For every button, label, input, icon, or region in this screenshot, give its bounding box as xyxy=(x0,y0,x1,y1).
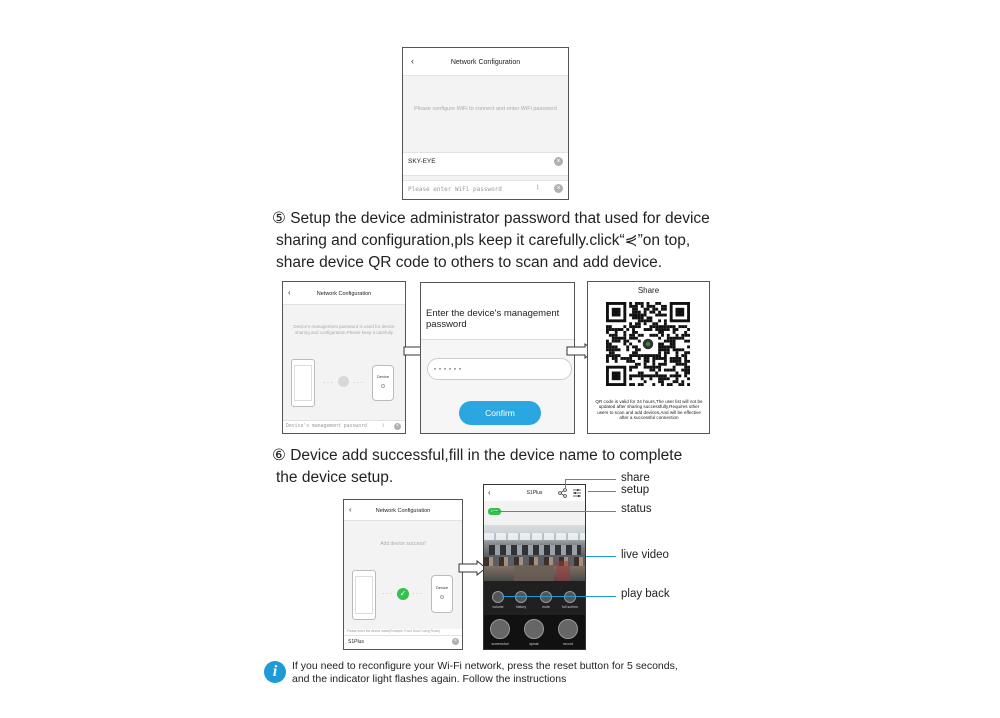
success-check-icon: ✓ xyxy=(397,588,409,600)
mute-icon[interactable] xyxy=(540,591,552,603)
footer-line2: and the indicator light flashes again. Follow the instructions xyxy=(292,673,567,685)
show-password-icon[interactable]: ⌇ xyxy=(382,423,385,429)
instruction-text: Please configure WiFi to connect and enter WiFi password xyxy=(414,106,557,112)
qr-caption: QR code is valid for 24 hours,The user list will not be updated after sharing successfully,Requires other users to scan and add devices,And will be effective after a successful connection xyxy=(595,399,703,421)
step6-line1: ⑥ Device add successful,fill in the device name to complete xyxy=(272,447,683,464)
bottom-label: speak xyxy=(529,642,539,646)
device-illustration xyxy=(372,365,394,401)
show-password-icon[interactable]: ⌇ xyxy=(536,185,540,192)
step6-line2: the device setup. xyxy=(276,469,394,486)
callout-play-back: play back xyxy=(621,588,670,600)
live-video[interactable] xyxy=(484,525,585,581)
page-title: Network Configuration xyxy=(450,59,521,66)
enter-password-screen xyxy=(420,282,575,434)
device-name-hint: Please enter the device name(Example: Front Door/ Living Room) xyxy=(347,629,441,633)
info-icon: i xyxy=(264,661,286,683)
success-text: Add device success! xyxy=(380,541,426,547)
step5-line3: share device QR code to others to scan and add device. xyxy=(276,254,663,271)
enter-password-heading: Enter the device's management password xyxy=(426,308,560,330)
device-name-field[interactable]: S1Plus xyxy=(348,639,364,645)
confirm-button[interactable]: Confirm xyxy=(459,401,541,425)
control-label: full screen xyxy=(562,605,578,609)
qr-code xyxy=(606,302,690,386)
clear-name-icon[interactable]: × xyxy=(452,638,459,645)
step5-line1: ⑤ Setup the device administrator password that used for device xyxy=(272,210,710,227)
share-qr-screen xyxy=(587,281,710,434)
live-view-screen xyxy=(483,484,586,650)
ssid-value[interactable]: SKY-EYE xyxy=(408,158,436,165)
progress-dot xyxy=(338,376,349,387)
fullscreen-icon[interactable] xyxy=(564,591,576,603)
record-icon[interactable] xyxy=(558,619,578,639)
back-icon[interactable]: ‹ xyxy=(349,505,352,514)
control-label: history xyxy=(515,605,527,609)
settings-sliders-icon[interactable] xyxy=(572,488,582,498)
instruction-area xyxy=(403,76,568,196)
share-title: Share xyxy=(637,286,660,295)
callout-setup: setup xyxy=(621,484,650,496)
management-password-screen: ‹ Network Configuration Device's management password is used for device sharing and configuration,Please keep it carefully ··· ··· Device Device's management password ⌇ × xyxy=(282,281,406,434)
wifi-password-field[interactable]: Please enter WiFi password xyxy=(408,186,502,193)
screenshot-icon[interactable] xyxy=(490,619,510,639)
callout-share: share xyxy=(621,472,650,484)
speak-icon[interactable] xyxy=(524,619,544,639)
device-title: S1Plus xyxy=(526,490,543,496)
device-label: Device xyxy=(376,374,390,379)
clear-password-icon[interactable]: × xyxy=(554,184,563,193)
management-note: Device's management password is used for device sharing and configuration,Please keep it carefully xyxy=(293,324,395,335)
clear-password-icon[interactable]: × xyxy=(394,423,401,430)
callout-status: status xyxy=(621,503,652,515)
step5-line2: sharing and configuration,pls keep it carefully.click“⋞”on top, xyxy=(276,232,691,249)
bottom-label: screenshot xyxy=(491,642,509,646)
password-mask: ······ xyxy=(433,361,463,375)
footer-line1: If you need to reconfigure your Wi-Fi network, press the reset button for 5 seconds, xyxy=(292,660,678,672)
control-label: mute xyxy=(542,605,550,609)
clear-ssid-icon[interactable]: × xyxy=(554,157,563,166)
back-icon[interactable]: ‹ xyxy=(488,488,491,497)
phone-illustration xyxy=(291,359,315,407)
callout-live-video: live video xyxy=(621,549,669,561)
page-title: Network Configuration xyxy=(375,508,431,514)
management-password-field[interactable]: Device's management password xyxy=(286,424,367,429)
device-label: Device xyxy=(435,585,449,590)
history-icon[interactable] xyxy=(515,591,527,603)
device-illustration xyxy=(431,575,453,613)
control-label: volume xyxy=(492,605,504,609)
wifi-config-screen xyxy=(402,47,569,200)
volume-icon[interactable] xyxy=(492,591,504,603)
share-icon[interactable] xyxy=(558,488,567,498)
phone-illustration xyxy=(352,570,376,620)
back-icon[interactable]: ‹ xyxy=(288,288,291,297)
page-title: Network Configuration xyxy=(316,291,372,297)
bottom-label: record xyxy=(563,642,573,646)
back-icon[interactable]: ‹ xyxy=(411,56,414,66)
add-success-screen: ‹ Network Configuration Add device success! ··· ✓ ··· Device Please enter the device name(Example: Front Door/ Living Room) S1Plus × xyxy=(343,499,463,650)
